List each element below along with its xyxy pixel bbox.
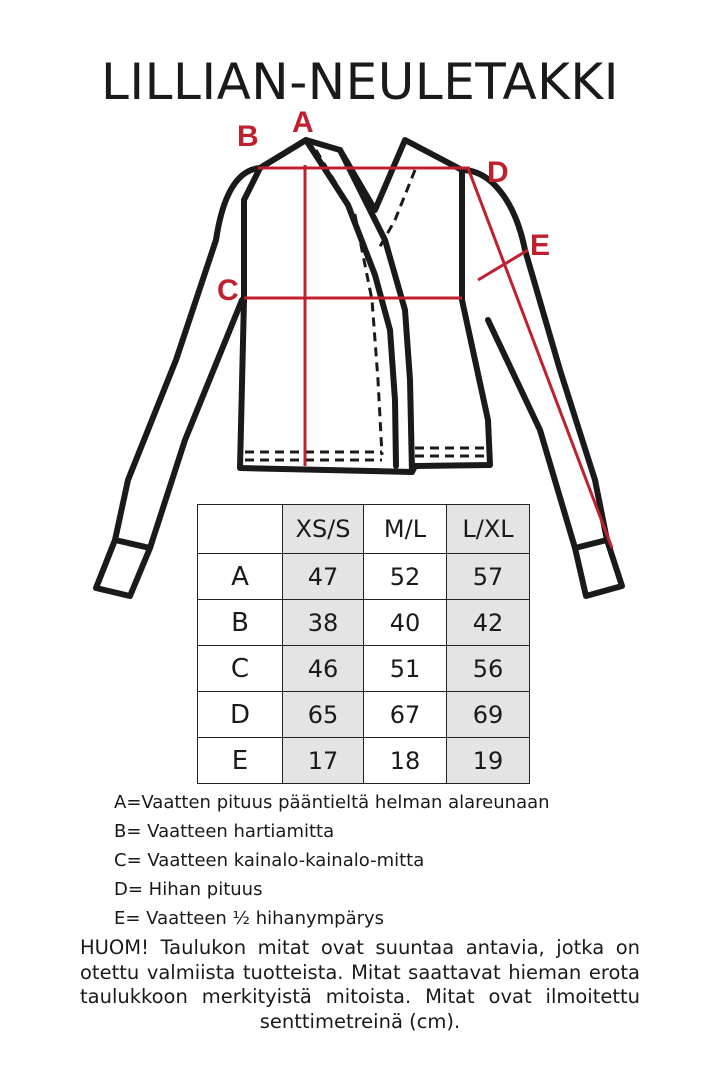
table-cell: 52 [364,554,447,600]
table-header-corner [198,505,283,554]
table-cell: 42 [447,600,530,646]
letter-c: C [217,274,239,307]
table-cell: 40 [364,600,447,646]
front-band-right [340,150,412,472]
row-label: B [198,600,283,646]
table-cell: 19 [447,738,530,784]
measure-line-e [478,250,528,280]
table-cell: 56 [447,646,530,692]
legend-item-e: E= Vaatteen ½ hihanympärys [114,908,385,929]
garment-body-outline [240,140,490,472]
table-cell: 65 [283,692,364,738]
table-cell: 67 [364,692,447,738]
table-row [198,692,530,738]
measurement-legend [114,788,550,933]
table-cell: 47 [283,554,364,600]
table-cell: 51 [364,646,447,692]
letter-b: B [237,120,259,153]
legend-item-c: C= Vaatteen kainalo-kainalo-mitta [114,850,425,871]
table-header-row [198,505,530,554]
table-header-m-l: M/L [364,505,447,554]
right-cuff-line [575,540,607,548]
row-label: C [198,646,283,692]
stitch-line-neck [378,170,415,250]
measure-line-d [468,168,612,548]
letter-d: D [487,156,509,189]
table-cell: 17 [283,738,364,784]
letter-a: A [292,106,314,139]
legend-item-d: D= Hihan pituus [114,879,263,900]
table-header-l-xl: L/XL [447,505,530,554]
table-cell: 69 [447,692,530,738]
table-row [198,554,530,600]
table-row [198,646,530,692]
legend-item-a: A=Vaatten pituus pääntieltä helman alareunaan [114,792,550,813]
table-header-xs-s: XS/S [283,505,364,554]
letter-e: E [530,229,551,262]
row-label: D [198,692,283,738]
table-cell: 46 [283,646,364,692]
table-row [198,738,530,784]
table-row [198,600,530,646]
legend-item-b: B= Vaatteen hartiamitta [114,821,335,842]
row-label: A [198,554,283,600]
stitch-line-front [316,150,382,455]
table-cell: 38 [283,600,364,646]
disclaimer-note: HUOM! Taulukon mitat ovat suuntaa antavia, jotka on otettu valmiista tuotteista. Mitat saattavat hieman erota taulukkoon merkityistä mitoista. Mitat ovat ilmoitettu senttimetreinä (cm). [80,936,640,1033]
table-cell: 18 [364,738,447,784]
row-label: E [198,738,283,784]
table-cell: 57 [447,554,530,600]
size-table [197,504,530,784]
page-title: LILLIAN-NEULETAKKI [101,53,619,111]
left-cuff-line [115,540,150,548]
